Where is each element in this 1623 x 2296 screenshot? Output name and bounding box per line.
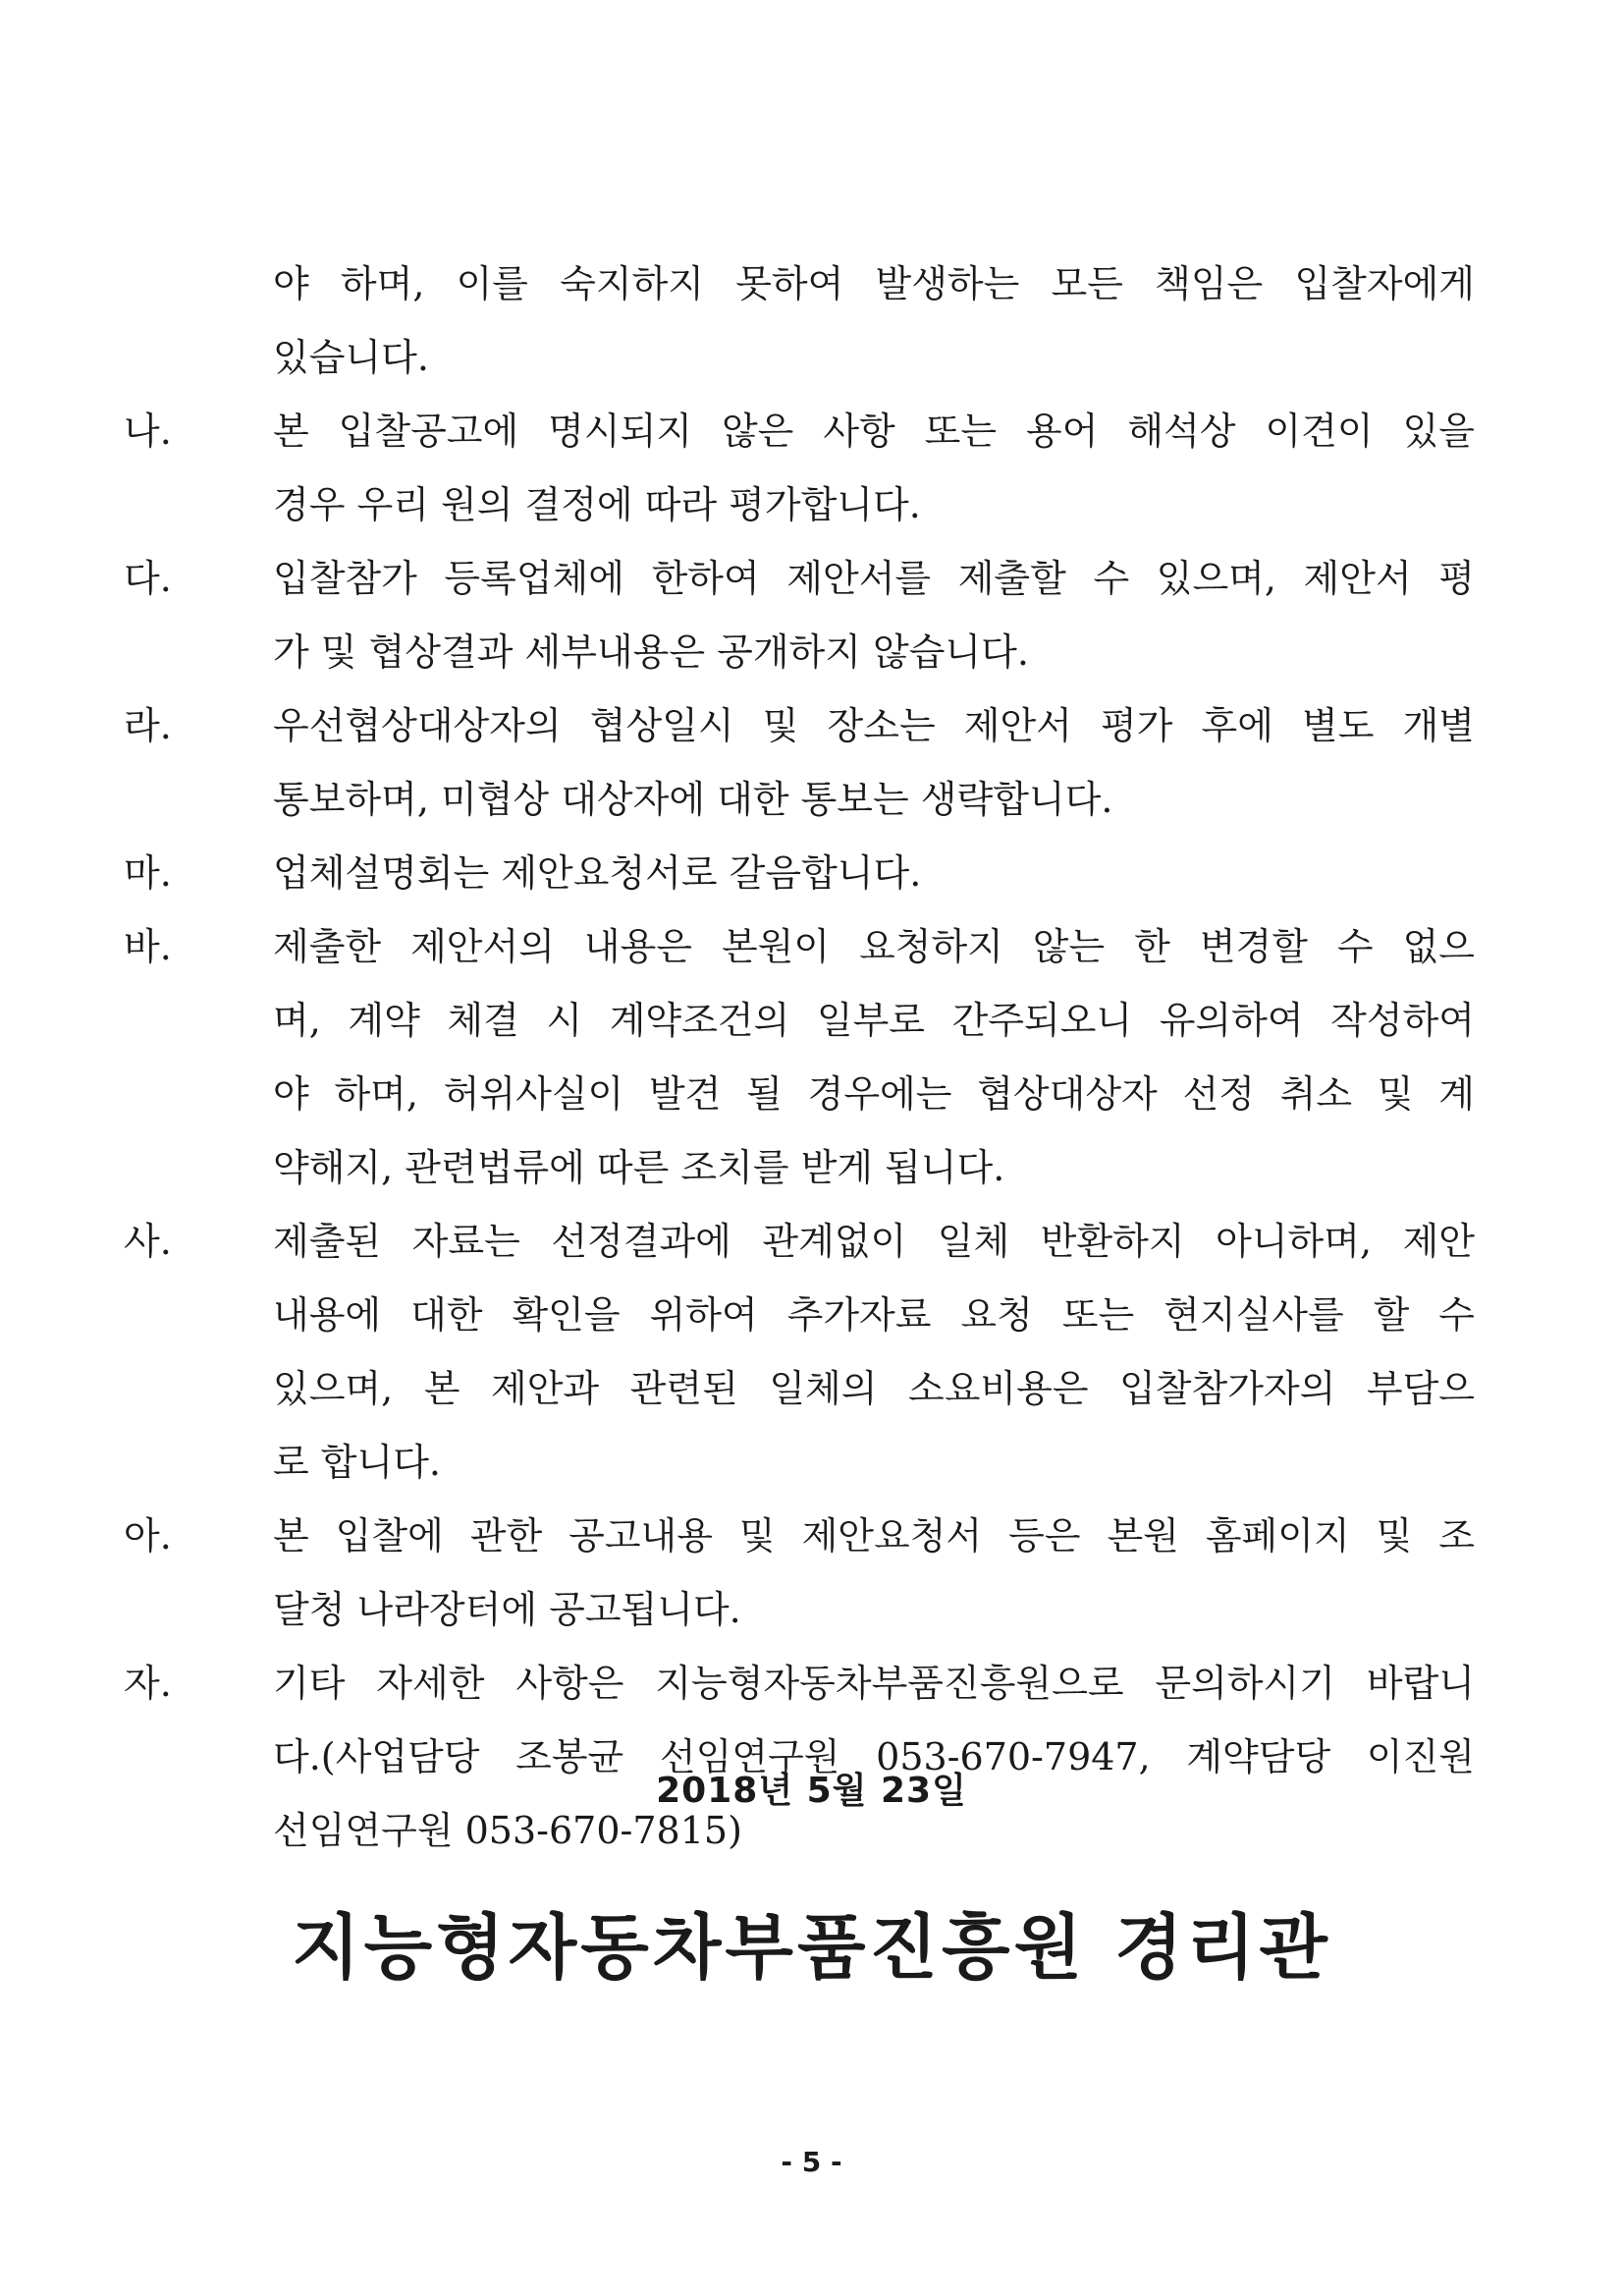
item-line: 제출된 자료는 선정결과에 관계없이 일체 반환하지 아니하며, 제안 (273, 1220, 1475, 1263)
page-number: - 5 - (781, 2146, 842, 2178)
item-marker: 자. (124, 1662, 172, 1705)
list-item-na (124, 395, 1475, 468)
document-body (124, 247, 1475, 1868)
document-date: 2018년 5월 23일 (656, 1771, 967, 1811)
item-line: 야 하며, 허위사실이 발견 될 경우에는 협상대상자 선정 취소 및 계 (273, 1072, 1475, 1116)
list-item-sa (124, 1205, 1475, 1279)
list-item-ra (124, 689, 1475, 763)
item-line: 내용에 대한 확인을 위하여 추가자료 요청 또는 현지실사를 할 수 (273, 1293, 1475, 1337)
continued-line: 있습니다. (273, 336, 429, 379)
item-marker: 마. (124, 851, 172, 895)
item-line: 약해지, 관련법류에 따른 조치를 받게 됩니다. (273, 1146, 1005, 1189)
item-line: 입찰참가 등록업체에 한하여 제안서를 제출할 수 있으며, 제안서 평 (273, 557, 1475, 600)
item-marker: 라. (124, 704, 172, 747)
item-marker: 다. (124, 557, 172, 600)
item-line: 경우 우리 원의 결정에 따라 평가합니다. (273, 483, 921, 526)
list-item-ma (124, 837, 1475, 910)
item-marker: 바. (124, 925, 172, 968)
item-line: 본 입찰공고에 명시되지 않은 사항 또는 용어 해석상 이견이 있을 (273, 410, 1475, 453)
item-marker: 나. (124, 410, 172, 453)
continued-line: 야 하며, 이를 숙지하지 못하여 발생하는 모든 책임은 입찰자에게 (273, 262, 1475, 305)
item-line: 업체설명회는 제안요청서로 갈음합니다. (273, 851, 922, 895)
item-line: 다.(사업담당 조봉균 선임연구원 053-670-7947, 계약담당 이진원 (273, 1735, 1475, 1778)
item-line: 본 입찰에 관한 공고내용 및 제안요청서 등은 본원 홈페이지 및 조 (273, 1514, 1475, 1558)
item-line: 기타 자세한 사항은 지능형자동차부품진흥원으로 문의하시기 바랍니 (273, 1662, 1475, 1705)
item-line: 있으며, 본 제안과 관련된 일체의 소요비용은 입찰참가자의 부담으 (273, 1367, 1475, 1410)
item-line: 제출한 제안서의 내용은 본원이 요청하지 않는 한 변경할 수 없으 (273, 925, 1475, 968)
item-line: 가 및 협상결과 세부내용은 공개하지 않습니다. (273, 630, 1029, 674)
item-marker: 아. (124, 1514, 172, 1558)
list-item-da (124, 542, 1475, 616)
item-line: 며, 계약 체결 시 계약조건의 일부로 간주되오니 유의하여 작성하여 (273, 999, 1475, 1042)
item-line: 달청 나라장터에 공고됩니다. (273, 1588, 741, 1631)
item-line: 우선협상대상자의 협상일시 및 장소는 제안서 평가 후에 별도 개별 (273, 704, 1475, 747)
item-line: 선임연구원 053-670-7815) (273, 1809, 742, 1852)
list-item-ja (124, 1647, 1475, 1721)
item-line: 로 합니다. (273, 1441, 441, 1484)
issuer-signature: 지능형자동차부품진흥원 경리관 (292, 1906, 1331, 1989)
item-marker: 사. (124, 1220, 172, 1263)
item-line: 통보하며, 미협상 대상자에 대한 통보는 생략합니다. (273, 778, 1113, 821)
list-item-a (124, 1500, 1475, 1573)
list-item-ba (124, 910, 1475, 984)
